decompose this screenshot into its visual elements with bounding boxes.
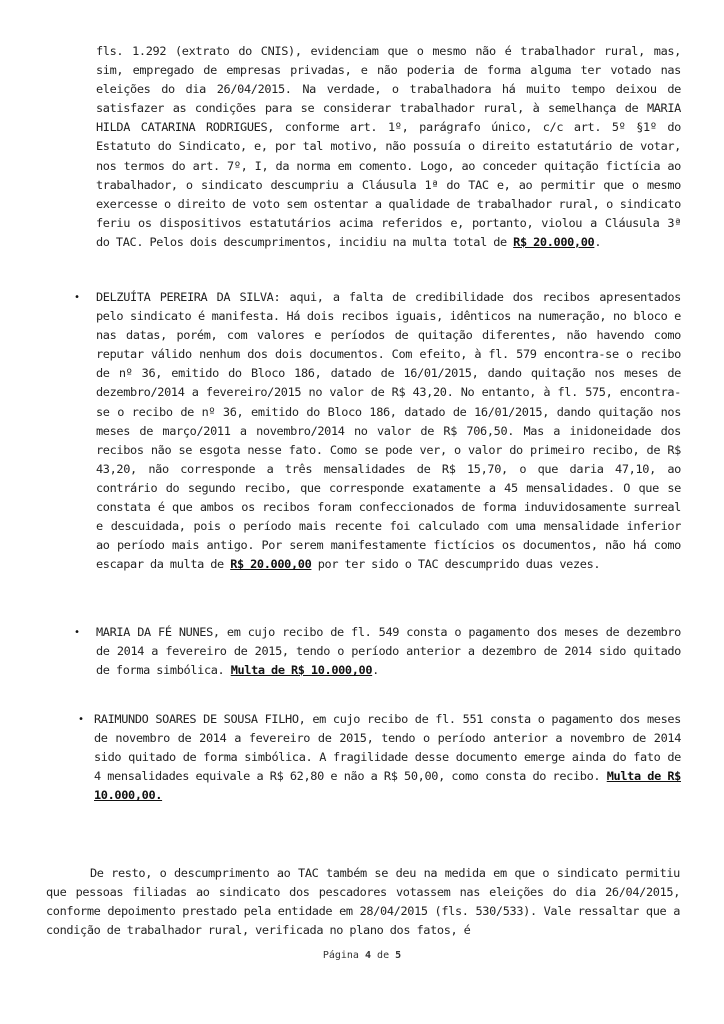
paragraph-cnis bbox=[96, 42, 681, 252]
bullet-tail: . bbox=[372, 663, 379, 678]
penalty-amount: R$ 20.000,00 bbox=[230, 557, 312, 572]
bullet-text bbox=[96, 623, 681, 680]
paragraph-text: De resto, o descumprimento ao TAC também se deu na medida em que o sindicato permitiu que pessoas filiadas ao sindicato dos pescadores votassem nas eleições do dia 26/04/2015, conforme depoimento prestado pela entidade em 28/04/2015 (fls. 530/533). Vale ressaltar que a condição de trabalhador rural, verificada no plano dos fatos, é bbox=[46, 866, 680, 938]
bullet-text bbox=[96, 288, 681, 574]
paragraph-final bbox=[46, 864, 680, 940]
bullet-tail: por ter sido o TAC descumprido duas vezes. bbox=[311, 557, 601, 572]
bullet-text bbox=[94, 710, 681, 805]
paragraph-tail: . bbox=[594, 234, 602, 249]
bullet-body: RAIMUNDO SOARES DE SOUSA FILHO, em cujo recibo de fl. 551 consta o pagamento dos meses de novembro de 2014 a fevereiro de 2015, tendo o período anterior a novembro de 2014 sido quitado de forma simbólica. A fragilidade desse documento emerge ainda do fato de 4 mensalidades equivale a R$ 62,80 e não a R$ 50,00, como consta do recibo. bbox=[94, 712, 681, 784]
bullet-icon: • bbox=[74, 292, 81, 303]
bullet-body: MARIA DA FÉ NUNES, em cujo recibo de fl. 549 consta o pagamento dos meses de dezembro de 2014 a fevereiro de 2015, tendo o período anterior a dezembro de 2014 sido quitado de forma simbólica. bbox=[96, 625, 681, 678]
bullet-icon: • bbox=[78, 714, 85, 725]
page-current: 4 bbox=[364, 950, 372, 961]
penalty-amount: Multa de R$ 10.000,00 bbox=[230, 663, 373, 678]
paragraph-text: fls. 1.292 (extrato do CNIS), evidenciam que o mesmo não é trabalhador rural, mas, sim, empregado de empresas privadas, e não poderia de forma alguma ter votado nas eleições do dia 26/04/2015. Na verdade, o trabalhadora há muito tempo deixou de satisfazer as condições para se considerar trabalhador rural, à semelhança de MARIA HILDA CATARINA RODRIGUES, conforme art. 1º, parágrafo único, c/c art. 5º §1º do Estatuto do Sindicato, e, por tal motivo, não possuía o direito estatutário de votar, nos termos do art. 7º, I, da norma em comento. Logo, ao conceder quitação fictícia ao trabalhador, o sindicato descumpriu a Cláusula 1ª do TAC e, ao permitir que o mesmo exercesse o direito de voto sem ostentar a qualidade de trabalhador rural, o sindicato feriu os dispositivos estatutários acima referidos e, portanto, violou a Cláusula 3ª do TAC. Pelos dois descumprimentos, incidiu na multa total de bbox=[96, 44, 681, 249]
page-footer bbox=[0, 950, 724, 961]
bullet-icon: • bbox=[74, 627, 81, 638]
bullet-body: DELZUÍTA PEREIRA DA SILVA: aqui, a falta de credibilidade dos recibos apresentados pelo sindicato é manifesta. Há dois recibos iguais, idênticos na numeração, no bloco e nas datas, porém, com valores e períodos de quitação diferentes, não havendo como reputar válido nenhum dos dois documentos. Com efeito, à fl. 579 encontra-se o recibo de nº 36, emitido do Bloco 186, datado de 16/01/2015, dando quitação nos meses de dezembro/2014 a fevereiro/2015 no valor de R$ 43,20. No entanto, à fl. 575, encontra-se o recibo de nº 36, emitido do Bloco 186, datado de 16/01/2015, dando quitação nos meses de março/2011 a novembro/2014 no valor de R$ 706,50. Mas a inidoneidade dos recibos não se esgota nesse fato. Como se pode ver, o valor do primeiro recibo, de R$ 43,20, não corresponde a três mensalidades de R$ 15,70, o que daria 47,10, ao contrário do segundo recibo, que corresponde exatamente a 45 mensalidades. O que se constata é que ambos os recibos foram confeccionados de forma induvidosamente surreal e descuidada, pois o período mais recente foi calculado com uma mensalidade inferior ao período mais antigo. Por serem manifestamente fictícios os documentos, não há como escapar da multa de bbox=[96, 290, 681, 572]
penalty-amount: Multa de R$ 10.000,00. bbox=[94, 769, 681, 803]
page-of: de bbox=[377, 950, 390, 961]
page-label: Página bbox=[322, 950, 359, 961]
penalty-amount: R$ 20.000,00 bbox=[513, 234, 595, 249]
page-total: 5 bbox=[395, 950, 402, 961]
